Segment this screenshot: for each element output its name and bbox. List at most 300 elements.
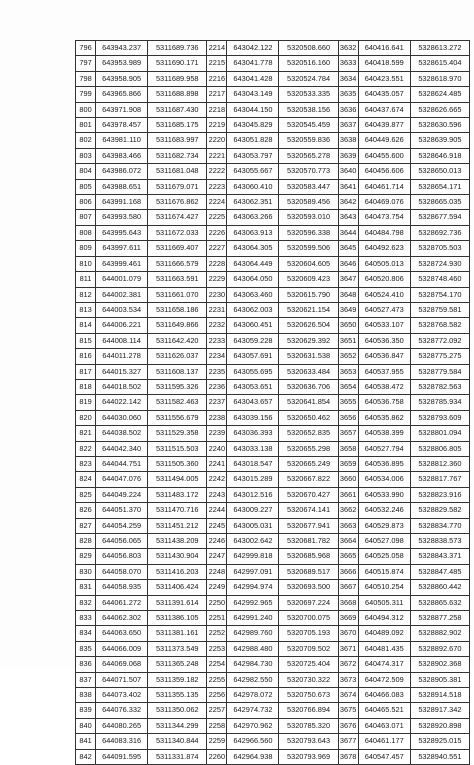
point-number-c-cell: 3639 (338, 148, 358, 163)
x-coordinate-b-cell: 642999.818 (227, 549, 279, 564)
point-number-a-cell: 810 (76, 256, 96, 271)
x-coordinate-a-cell: 644066.009 (96, 641, 148, 656)
point-number-a-cell: 800 (76, 102, 96, 117)
table-row (76, 518, 470, 533)
point-number-c-cell: 3670 (338, 626, 358, 641)
x-coordinate-c-cell: 640535.862 (358, 410, 410, 425)
x-coordinate-a-cell: 643999.461 (96, 256, 148, 271)
x-coordinate-a-cell: 643958.905 (96, 71, 148, 86)
point-number-c-cell: 3633 (338, 56, 358, 71)
y-coordinate-a-cell: 5311669.407 (148, 241, 207, 256)
x-coordinate-b-cell: 643064.305 (227, 241, 279, 256)
coordinates-table (75, 40, 470, 765)
y-coordinate-b-cell: 5320693.500 (279, 580, 338, 595)
point-number-c-cell: 3662 (338, 503, 358, 518)
point-number-c-cell: 3654 (338, 379, 358, 394)
x-coordinate-b-cell: 643055.667 (227, 164, 279, 179)
x-coordinate-b-cell: 643057.691 (227, 349, 279, 364)
x-coordinate-a-cell: 644002.381 (96, 287, 148, 302)
y-coordinate-a-cell: 5311649.866 (148, 318, 207, 333)
y-coordinate-a-cell: 5311672.033 (148, 225, 207, 240)
y-coordinate-c-cell: 5328759.581 (410, 302, 469, 317)
table-row (76, 611, 470, 626)
x-coordinate-b-cell: 643063.460 (227, 287, 279, 302)
x-coordinate-b-cell: 643044.150 (227, 102, 279, 117)
point-number-b-cell: 2219 (207, 118, 227, 133)
y-coordinate-a-cell: 5311365.248 (148, 657, 207, 672)
point-number-a-cell: 840 (76, 718, 96, 733)
x-coordinate-a-cell: 644056.803 (96, 549, 148, 564)
x-coordinate-c-cell: 640474.317 (358, 657, 410, 672)
y-coordinate-c-cell: 5328692.736 (410, 225, 469, 240)
table-row (76, 195, 470, 210)
x-coordinate-c-cell: 640461.177 (358, 734, 410, 749)
y-coordinate-a-cell: 5311689.958 (148, 71, 207, 86)
table-row (76, 688, 470, 703)
y-coordinate-c-cell: 5328754.170 (410, 287, 469, 302)
point-number-a-cell: 823 (76, 456, 96, 471)
point-number-c-cell: 3663 (338, 518, 358, 533)
x-coordinate-b-cell: 643015.289 (227, 472, 279, 487)
point-number-b-cell: 2217 (207, 87, 227, 102)
table-row (76, 287, 470, 302)
y-coordinate-c-cell: 5328905.381 (410, 672, 469, 687)
table-row (76, 102, 470, 117)
point-number-c-cell: 3678 (338, 749, 358, 764)
point-number-c-cell: 3667 (338, 580, 358, 595)
x-coordinate-c-cell: 640435.057 (358, 87, 410, 102)
y-coordinate-a-cell: 5311340.844 (148, 734, 207, 749)
point-number-a-cell: 813 (76, 302, 96, 317)
y-coordinate-c-cell: 5328646.918 (410, 148, 469, 163)
x-coordinate-a-cell: 643997.611 (96, 241, 148, 256)
point-number-c-cell: 3641 (338, 179, 358, 194)
y-coordinate-a-cell: 5311350.062 (148, 703, 207, 718)
y-coordinate-c-cell: 5328801.094 (410, 426, 469, 441)
point-number-b-cell: 2234 (207, 349, 227, 364)
y-coordinate-c-cell: 5328902.368 (410, 657, 469, 672)
y-coordinate-b-cell: 5320750.673 (279, 688, 338, 703)
point-number-c-cell: 3636 (338, 102, 358, 117)
x-coordinate-b-cell: 642964.938 (227, 749, 279, 764)
point-number-a-cell: 805 (76, 179, 96, 194)
point-number-c-cell: 3635 (338, 87, 358, 102)
x-coordinate-a-cell: 644008.114 (96, 333, 148, 348)
y-coordinate-c-cell: 5328806.805 (410, 441, 469, 456)
point-number-c-cell: 3643 (338, 210, 358, 225)
table-row (76, 657, 470, 672)
y-coordinate-a-cell: 5311483.172 (148, 487, 207, 502)
x-coordinate-b-cell: 643053.797 (227, 148, 279, 163)
y-coordinate-b-cell: 5320655.298 (279, 441, 338, 456)
point-number-a-cell: 815 (76, 333, 96, 348)
x-coordinate-b-cell: 643012.516 (227, 487, 279, 502)
y-coordinate-a-cell: 5311430.904 (148, 549, 207, 564)
point-number-a-cell: 796 (76, 41, 96, 56)
point-number-a-cell: 814 (76, 318, 96, 333)
y-coordinate-b-cell: 5320583.447 (279, 179, 338, 194)
y-coordinate-b-cell: 5320559.836 (279, 133, 338, 148)
point-number-a-cell: 812 (76, 287, 96, 302)
x-coordinate-c-cell: 640532.246 (358, 503, 410, 518)
x-coordinate-a-cell: 644080.265 (96, 718, 148, 733)
x-coordinate-c-cell: 640547.457 (358, 749, 410, 764)
x-coordinate-c-cell: 640469.076 (358, 195, 410, 210)
y-coordinate-a-cell: 5311582.463 (148, 395, 207, 410)
x-coordinate-a-cell: 644069.068 (96, 657, 148, 672)
x-coordinate-a-cell: 644061.272 (96, 595, 148, 610)
y-coordinate-a-cell: 5311391.614 (148, 595, 207, 610)
y-coordinate-a-cell: 5311687.430 (148, 102, 207, 117)
x-coordinate-b-cell: 642994.974 (227, 580, 279, 595)
y-coordinate-b-cell: 5320609.423 (279, 272, 338, 287)
x-coordinate-b-cell: 643043.657 (227, 395, 279, 410)
x-coordinate-c-cell: 640465.521 (358, 703, 410, 718)
point-number-c-cell: 3669 (338, 611, 358, 626)
x-coordinate-a-cell: 644022.142 (96, 395, 148, 410)
point-number-c-cell: 3649 (338, 302, 358, 317)
y-coordinate-b-cell: 5320793.969 (279, 749, 338, 764)
y-coordinate-a-cell: 5311674.427 (148, 210, 207, 225)
point-number-a-cell: 831 (76, 580, 96, 595)
y-coordinate-b-cell: 5320621.154 (279, 302, 338, 317)
point-number-b-cell: 2250 (207, 595, 227, 610)
y-coordinate-c-cell: 5328665.035 (410, 195, 469, 210)
y-coordinate-c-cell: 5328650.013 (410, 164, 469, 179)
point-number-c-cell: 3661 (338, 487, 358, 502)
x-coordinate-a-cell: 643991.168 (96, 195, 148, 210)
point-number-c-cell: 3659 (338, 456, 358, 471)
x-coordinate-b-cell: 643060.410 (227, 179, 279, 194)
x-coordinate-c-cell: 640524.410 (358, 287, 410, 302)
table-row (76, 749, 470, 764)
table-row (76, 379, 470, 394)
y-coordinate-b-cell: 5320533.335 (279, 87, 338, 102)
point-number-b-cell: 2239 (207, 426, 227, 441)
x-coordinate-b-cell: 643064.050 (227, 272, 279, 287)
y-coordinate-b-cell: 5320636.706 (279, 379, 338, 394)
x-coordinate-b-cell: 642984.730 (227, 657, 279, 672)
y-coordinate-a-cell: 5311470.716 (148, 503, 207, 518)
point-number-b-cell: 2257 (207, 703, 227, 718)
point-number-a-cell: 825 (76, 487, 96, 502)
table-row (76, 395, 470, 410)
x-coordinate-c-cell: 640534.006 (358, 472, 410, 487)
x-coordinate-b-cell: 643063.266 (227, 210, 279, 225)
x-coordinate-a-cell: 643978.457 (96, 118, 148, 133)
x-coordinate-b-cell: 643018.547 (227, 456, 279, 471)
point-number-b-cell: 2256 (207, 688, 227, 703)
x-coordinate-b-cell: 643002.642 (227, 534, 279, 549)
y-coordinate-a-cell: 5311676.862 (148, 195, 207, 210)
y-coordinate-a-cell: 5311331.874 (148, 749, 207, 764)
x-coordinate-b-cell: 643045.829 (227, 118, 279, 133)
table-row (76, 503, 470, 518)
y-coordinate-b-cell: 5320626.504 (279, 318, 338, 333)
point-number-c-cell: 3657 (338, 426, 358, 441)
point-number-a-cell: 807 (76, 210, 96, 225)
x-coordinate-a-cell: 643986.072 (96, 164, 148, 179)
y-coordinate-c-cell: 5328782.563 (410, 379, 469, 394)
x-coordinate-c-cell: 640538.399 (358, 426, 410, 441)
x-coordinate-a-cell: 644073.402 (96, 688, 148, 703)
x-coordinate-c-cell: 640423.551 (358, 71, 410, 86)
y-coordinate-c-cell: 5328823.916 (410, 487, 469, 502)
y-coordinate-a-cell: 5311416.203 (148, 564, 207, 579)
x-coordinate-a-cell: 644062.302 (96, 611, 148, 626)
point-number-a-cell: 797 (76, 56, 96, 71)
point-number-b-cell: 2242 (207, 472, 227, 487)
x-coordinate-a-cell: 643971.908 (96, 102, 148, 117)
x-coordinate-b-cell: 643041.428 (227, 71, 279, 86)
y-coordinate-c-cell: 5328834.770 (410, 518, 469, 533)
y-coordinate-b-cell: 5320665.249 (279, 456, 338, 471)
x-coordinate-c-cell: 640515.874 (358, 564, 410, 579)
y-coordinate-a-cell: 5311683.997 (148, 133, 207, 148)
point-number-b-cell: 2243 (207, 487, 227, 502)
x-coordinate-b-cell: 643060.451 (227, 318, 279, 333)
x-coordinate-a-cell: 644011.278 (96, 349, 148, 364)
y-coordinate-b-cell: 5320604.605 (279, 256, 338, 271)
x-coordinate-c-cell: 640466.083 (358, 688, 410, 703)
x-coordinate-c-cell: 640536.847 (358, 349, 410, 364)
table-row (76, 641, 470, 656)
x-coordinate-b-cell: 642997.091 (227, 564, 279, 579)
table-row (76, 364, 470, 379)
y-coordinate-b-cell: 5320516.160 (279, 56, 338, 71)
point-number-a-cell: 834 (76, 626, 96, 641)
table-row (76, 87, 470, 102)
y-coordinate-c-cell: 5328724.930 (410, 256, 469, 271)
table-row (76, 595, 470, 610)
x-coordinate-c-cell: 640537.955 (358, 364, 410, 379)
point-number-b-cell: 2245 (207, 518, 227, 533)
x-coordinate-b-cell: 642991.240 (227, 611, 279, 626)
y-coordinate-c-cell: 5328615.404 (410, 56, 469, 71)
point-number-c-cell: 3656 (338, 410, 358, 425)
point-number-b-cell: 2247 (207, 549, 227, 564)
point-number-c-cell: 3668 (338, 595, 358, 610)
y-coordinate-a-cell: 5311344.299 (148, 718, 207, 733)
x-coordinate-c-cell: 640505.311 (358, 595, 410, 610)
point-number-b-cell: 2254 (207, 657, 227, 672)
point-number-b-cell: 2220 (207, 133, 227, 148)
point-number-c-cell: 3664 (338, 534, 358, 549)
y-coordinate-b-cell: 5320538.156 (279, 102, 338, 117)
y-coordinate-a-cell: 5311681.048 (148, 164, 207, 179)
table-row (76, 133, 470, 148)
x-coordinate-c-cell: 640418.599 (358, 56, 410, 71)
table-row (76, 734, 470, 749)
x-coordinate-b-cell: 643055.695 (227, 364, 279, 379)
table-row (76, 487, 470, 502)
y-coordinate-c-cell: 5328914.518 (410, 688, 469, 703)
y-coordinate-b-cell: 5320700.075 (279, 611, 338, 626)
point-number-c-cell: 3652 (338, 349, 358, 364)
point-number-a-cell: 841 (76, 734, 96, 749)
x-coordinate-a-cell: 644001.079 (96, 272, 148, 287)
point-number-b-cell: 2223 (207, 179, 227, 194)
point-number-a-cell: 818 (76, 379, 96, 394)
point-number-b-cell: 2222 (207, 164, 227, 179)
x-coordinate-b-cell: 643064.449 (227, 256, 279, 271)
x-coordinate-a-cell: 644015.327 (96, 364, 148, 379)
x-coordinate-b-cell: 642974.732 (227, 703, 279, 718)
y-coordinate-a-cell: 5311663.591 (148, 272, 207, 287)
x-coordinate-a-cell: 644038.502 (96, 426, 148, 441)
x-coordinate-a-cell: 644058.070 (96, 564, 148, 579)
y-coordinate-c-cell: 5328613.272 (410, 41, 469, 56)
x-coordinate-a-cell: 643981.110 (96, 133, 148, 148)
x-coordinate-b-cell: 643062.003 (227, 302, 279, 317)
table-row (76, 564, 470, 579)
table-row (76, 71, 470, 86)
point-number-c-cell: 3645 (338, 241, 358, 256)
x-coordinate-c-cell: 640489.092 (358, 626, 410, 641)
x-coordinate-a-cell: 643993.580 (96, 210, 148, 225)
point-number-a-cell: 832 (76, 595, 96, 610)
y-coordinate-b-cell: 5320524.784 (279, 71, 338, 86)
point-number-c-cell: 3677 (338, 734, 358, 749)
table-row (76, 472, 470, 487)
y-coordinate-c-cell: 5328785.934 (410, 395, 469, 410)
x-coordinate-b-cell: 643033.138 (227, 441, 279, 456)
y-coordinate-b-cell: 5320766.894 (279, 703, 338, 718)
point-number-a-cell: 833 (76, 611, 96, 626)
y-coordinate-a-cell: 5311666.579 (148, 256, 207, 271)
table-row (76, 272, 470, 287)
point-number-a-cell: 799 (76, 87, 96, 102)
x-coordinate-c-cell: 640437.674 (358, 102, 410, 117)
point-number-c-cell: 3647 (338, 272, 358, 287)
y-coordinate-b-cell: 5320725.404 (279, 657, 338, 672)
y-coordinate-c-cell: 5328705.503 (410, 241, 469, 256)
y-coordinate-b-cell: 5320615.790 (279, 287, 338, 302)
x-coordinate-a-cell: 644042.340 (96, 441, 148, 456)
point-number-c-cell: 3638 (338, 133, 358, 148)
point-number-b-cell: 2216 (207, 71, 227, 86)
table-row (76, 41, 470, 56)
y-coordinate-b-cell: 5320570.773 (279, 164, 338, 179)
x-coordinate-a-cell: 644044.751 (96, 456, 148, 471)
point-number-c-cell: 3640 (338, 164, 358, 179)
x-coordinate-c-cell: 640461.714 (358, 179, 410, 194)
point-number-c-cell: 3673 (338, 672, 358, 687)
y-coordinate-c-cell: 5328779.584 (410, 364, 469, 379)
x-coordinate-b-cell: 642982.550 (227, 672, 279, 687)
point-number-b-cell: 2231 (207, 302, 227, 317)
y-coordinate-b-cell: 5320785.320 (279, 718, 338, 733)
table-row (76, 225, 470, 240)
point-number-a-cell: 830 (76, 564, 96, 579)
y-coordinate-b-cell: 5320689.517 (279, 564, 338, 579)
table-row (76, 318, 470, 333)
x-coordinate-b-cell: 643009.227 (227, 503, 279, 518)
x-coordinate-a-cell: 644047.076 (96, 472, 148, 487)
point-number-c-cell: 3658 (338, 441, 358, 456)
y-coordinate-b-cell: 5320681.782 (279, 534, 338, 549)
y-coordinate-c-cell: 5328865.632 (410, 595, 469, 610)
y-coordinate-c-cell: 5328748.460 (410, 272, 469, 287)
table-row (76, 241, 470, 256)
y-coordinate-b-cell: 5320670.427 (279, 487, 338, 502)
x-coordinate-c-cell: 640533.107 (358, 318, 410, 333)
table-row (76, 549, 470, 564)
y-coordinate-c-cell: 5328793.609 (410, 410, 469, 425)
y-coordinate-c-cell: 5328618.970 (410, 71, 469, 86)
x-coordinate-b-cell: 643042.122 (227, 41, 279, 56)
point-number-a-cell: 804 (76, 164, 96, 179)
y-coordinate-a-cell: 5311658.186 (148, 302, 207, 317)
point-number-b-cell: 2235 (207, 364, 227, 379)
x-coordinate-c-cell: 640472.509 (358, 672, 410, 687)
y-coordinate-c-cell: 5328630.596 (410, 118, 469, 133)
point-number-b-cell: 2253 (207, 641, 227, 656)
y-coordinate-a-cell: 5311373.549 (148, 641, 207, 656)
point-number-c-cell: 3675 (338, 703, 358, 718)
x-coordinate-c-cell: 640473.754 (358, 210, 410, 225)
y-coordinate-a-cell: 5311556.679 (148, 410, 207, 425)
y-coordinate-a-cell: 5311494.005 (148, 472, 207, 487)
table-row (76, 302, 470, 317)
point-number-c-cell: 3665 (338, 549, 358, 564)
y-coordinate-c-cell: 5328920.898 (410, 718, 469, 733)
y-coordinate-c-cell: 5328838.573 (410, 534, 469, 549)
y-coordinate-a-cell: 5311406.424 (148, 580, 207, 595)
x-coordinate-b-cell: 643043.149 (227, 87, 279, 102)
point-number-b-cell: 2233 (207, 333, 227, 348)
y-coordinate-a-cell: 5311355.135 (148, 688, 207, 703)
y-coordinate-c-cell: 5328639.905 (410, 133, 469, 148)
y-coordinate-b-cell: 5320565.278 (279, 148, 338, 163)
point-number-b-cell: 2258 (207, 718, 227, 733)
point-number-a-cell: 824 (76, 472, 96, 487)
point-number-c-cell: 3676 (338, 718, 358, 733)
point-number-c-cell: 3672 (338, 657, 358, 672)
point-number-a-cell: 808 (76, 225, 96, 240)
x-coordinate-b-cell: 643053.651 (227, 379, 279, 394)
y-coordinate-b-cell: 5320685.968 (279, 549, 338, 564)
y-coordinate-a-cell: 5311359.182 (148, 672, 207, 687)
y-coordinate-c-cell: 5328877.258 (410, 611, 469, 626)
x-coordinate-c-cell: 640456.606 (358, 164, 410, 179)
y-coordinate-b-cell: 5320599.506 (279, 241, 338, 256)
table-row (76, 349, 470, 364)
x-coordinate-a-cell: 644083.316 (96, 734, 148, 749)
point-number-b-cell: 2227 (207, 241, 227, 256)
point-number-a-cell: 829 (76, 549, 96, 564)
point-number-a-cell: 842 (76, 749, 96, 764)
point-number-b-cell: 2221 (207, 148, 227, 163)
x-coordinate-c-cell: 640536.758 (358, 395, 410, 410)
y-coordinate-b-cell: 5320793.643 (279, 734, 338, 749)
y-coordinate-a-cell: 5311688.898 (148, 87, 207, 102)
x-coordinate-b-cell: 643039.156 (227, 410, 279, 425)
point-number-a-cell: 820 (76, 410, 96, 425)
point-number-c-cell: 3637 (338, 118, 358, 133)
x-coordinate-a-cell: 644054.259 (96, 518, 148, 533)
y-coordinate-b-cell: 5320631.538 (279, 349, 338, 364)
table-row (76, 333, 470, 348)
point-number-b-cell: 2251 (207, 611, 227, 626)
x-coordinate-b-cell: 642970.962 (227, 718, 279, 733)
x-coordinate-b-cell: 643051.828 (227, 133, 279, 148)
x-coordinate-c-cell: 640449.626 (358, 133, 410, 148)
x-coordinate-a-cell: 644006.221 (96, 318, 148, 333)
table-row (76, 164, 470, 179)
x-coordinate-b-cell: 643059.228 (227, 333, 279, 348)
x-coordinate-c-cell: 640463.071 (358, 718, 410, 733)
